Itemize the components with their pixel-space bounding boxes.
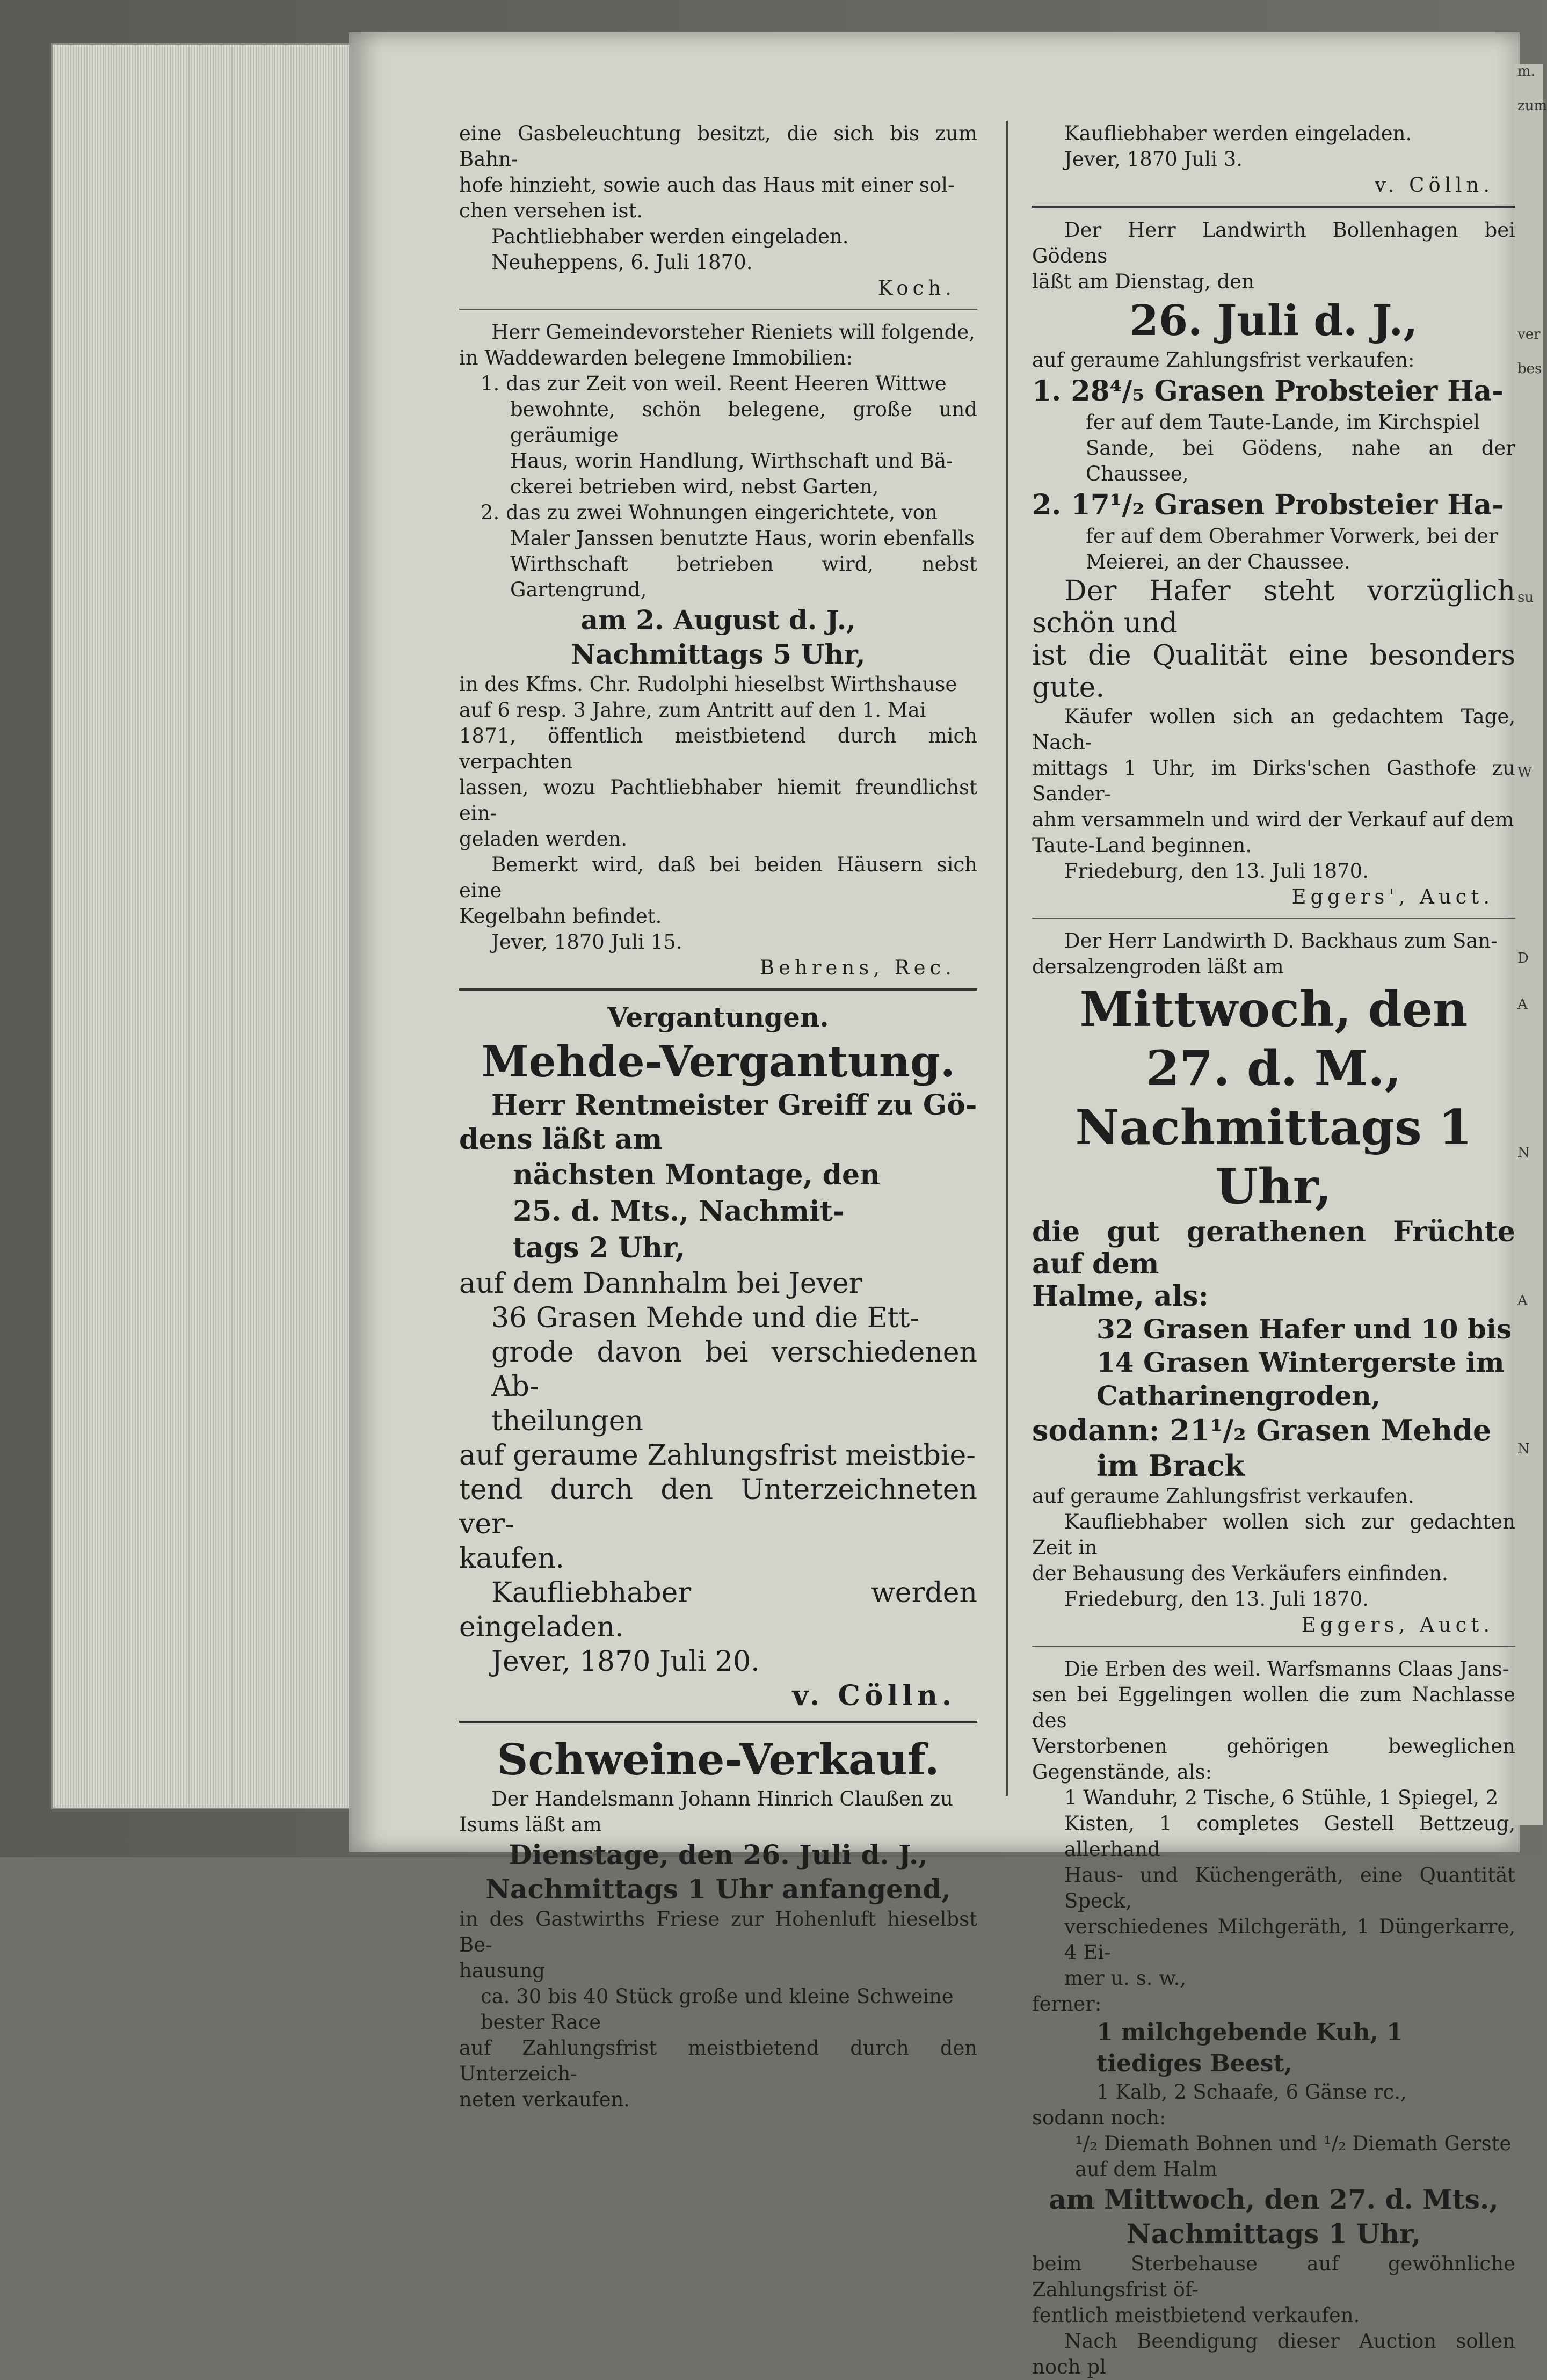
text-line: Neuheppens, 6. Juli 1870. bbox=[491, 251, 753, 274]
auction-date: am 2. August d. J., bbox=[580, 604, 856, 636]
text-line: chen versehen ist. bbox=[459, 199, 643, 222]
text-line: Friedeburg, den 13. Juli 1870. bbox=[1064, 1588, 1369, 1611]
text-line: in des Gastwirths Friese zur Hohenluft hieselbst Be- bbox=[459, 1908, 977, 1956]
text-line: sodann: 21¹/₂ Grasen Mehde bbox=[1032, 1413, 1492, 1447]
strip-fragment: A bbox=[1517, 996, 1528, 1013]
text-line: theilungen bbox=[491, 1405, 643, 1437]
text-line: nächsten Montage, den bbox=[513, 1159, 880, 1191]
lot-heading: 1. 28⁴/₅ Grasen Probsteier Ha- bbox=[1032, 375, 1504, 407]
column-divider bbox=[1006, 121, 1008, 1796]
text-line: Der Herr Landwirth Bollenhagen bei Gödens bbox=[1032, 219, 1515, 267]
text-line: ¹/₂ Diemath Bohnen und ¹/₂ Diemath Gerste bbox=[1075, 2132, 1512, 2155]
auction-time: Nachmittags 1 Uhr, bbox=[1075, 1099, 1472, 1215]
next-page-strip bbox=[1514, 63, 1547, 1825]
text-line: Taute-Land beginnen. bbox=[1032, 834, 1252, 857]
text-line: kaufen. bbox=[459, 1542, 565, 1575]
signature: Eggers', Auct. bbox=[1291, 885, 1494, 908]
text-line: 25. d. Mts., Nachmit- bbox=[513, 1195, 845, 1228]
auction-time: Nachmittags 1 Uhr, bbox=[1126, 2218, 1421, 2250]
strip-fragment: m. bbox=[1517, 63, 1535, 79]
text-line: Der Handelsmann Johann Hinrich Claußen zu bbox=[491, 1787, 953, 1810]
ad-text bbox=[459, 672, 977, 955]
ad-title: Schweine-Verkauf. bbox=[497, 1734, 940, 1785]
text-line: geladen werden. bbox=[459, 827, 628, 850]
ad-text bbox=[459, 1267, 977, 1679]
ad-text bbox=[1032, 2079, 1515, 2105]
ad-text bbox=[1032, 2105, 1515, 2182]
text-line: Herr Rentmeister Greiff zu Gö- bbox=[491, 1089, 977, 1122]
text-line: grode davon bei verschiedenen Ab- bbox=[491, 1336, 977, 1403]
list-item: bewohnte, schön belegene, große und geräumige bbox=[510, 398, 977, 447]
ad-text bbox=[1032, 928, 1515, 980]
text-line: ca. 30 bis 40 Stück große und kleine Schweine bbox=[481, 1985, 954, 2008]
text-line: auf Zahlungsfrist meistbietend durch den Unterzeich- bbox=[459, 2036, 977, 2085]
text-line: Der Hafer steht vorzüglich schön und bbox=[1032, 575, 1515, 639]
ad-text bbox=[1032, 2251, 1515, 2380]
text-line: die gut gerathenen Früchte auf dem bbox=[1032, 1216, 1515, 1280]
item-list bbox=[459, 371, 977, 603]
list-item: ckerei betrieben wird, nebst Garten, bbox=[510, 475, 879, 498]
ad-text bbox=[459, 1088, 977, 1157]
divider bbox=[459, 1721, 977, 1723]
text-line: dens läßt am bbox=[459, 1123, 663, 1156]
text-line: Jever, 1870 Juli 3. bbox=[1064, 148, 1243, 171]
strip-fragment: D bbox=[1517, 950, 1529, 966]
text-line: 1 Wanduhr, 2 Tische, 6 Stühle, 1 Spiegel, 2 bbox=[1064, 1786, 1499, 1809]
ad-text bbox=[1032, 575, 1515, 704]
text-line: Halme, als: bbox=[1032, 1280, 1209, 1313]
text-line: Sande, bei Gödens, nahe an der Chaussee, bbox=[1086, 436, 1515, 485]
text-line: fentlich meistbietend verkaufen. bbox=[1032, 2304, 1360, 2327]
text-line: Kisten, 1 completes Gestell Bettzeug, allerhand bbox=[1064, 1812, 1515, 1861]
text-line: mittags 1 Uhr, im Dirks'schen Gasthofe zu Sander- bbox=[1032, 756, 1515, 805]
text-line: Bemerkt wird, daß bei beiden Häusern sich eine bbox=[459, 853, 977, 902]
ad-text bbox=[1032, 1216, 1515, 1313]
text-line: 1871, öffentlich meistbietend durch mich verpachten bbox=[459, 724, 977, 773]
text-line: tend durch den Unterzeichneten ver- bbox=[459, 1474, 977, 1540]
text-line: Kaufliebhaber wollen sich zur gedachten Zeit in bbox=[1032, 1510, 1515, 1559]
divider bbox=[459, 988, 977, 991]
text-line: 32 Grasen Hafer und 10 bis bbox=[1096, 1313, 1512, 1345]
divider bbox=[459, 309, 977, 310]
text-line: fer auf dem Taute-Lande, im Kirchspiel bbox=[1086, 411, 1480, 434]
text-line: beim Sterbehause auf gewöhnliche Zahlungsfrist öf- bbox=[1032, 2252, 1515, 2301]
section-heading: Vergantungen. bbox=[607, 1001, 829, 1033]
strip-fragment: su bbox=[1517, 589, 1534, 606]
signature: v. Cölln. bbox=[792, 1679, 956, 1712]
text-line: Käufer wollen sich an gedachtem Tage, Nach- bbox=[1032, 705, 1515, 754]
text-line: auf geraume Zahlungsfrist verkaufen. bbox=[1032, 1484, 1414, 1508]
book-page-edges bbox=[51, 43, 352, 1809]
text-line: in des Kfms. Chr. Rudolphi hieselbst Wirthshause bbox=[459, 673, 957, 696]
list-item: Wirthschaft betrieben wird, nebst Gartengrund, bbox=[510, 552, 977, 601]
right-column bbox=[1032, 121, 1515, 2380]
ad-text bbox=[1032, 1483, 1515, 1612]
signature: Koch. bbox=[877, 276, 956, 300]
ad-text bbox=[1032, 121, 1515, 172]
text-line: Nach Beendigung dieser Auction sollen noch pl bbox=[1032, 2330, 1515, 2378]
divider bbox=[1032, 918, 1515, 919]
text-line: Kaufliebhaber werden eingeladen. bbox=[459, 1577, 977, 1643]
text-line: neten verkaufen. bbox=[459, 2088, 630, 2111]
text-line: Meierei, an der Chaussee. bbox=[1086, 550, 1350, 573]
strip-fragment: W bbox=[1517, 765, 1532, 781]
list-item: Maler Janssen benutzte Haus, worin ebenfalls bbox=[510, 527, 975, 550]
list-item: 1. das zur Zeit von weil. Reent Heeren Wittwe bbox=[481, 372, 947, 395]
ad-text bbox=[1032, 347, 1515, 373]
ad-title: Mehde-Vergantung. bbox=[481, 1036, 955, 1087]
text-line: Jever, 1870 Juli 20. bbox=[491, 1646, 760, 1678]
text-line: eine Gasbeleuchtung besitzt, die sich bis zum Bahn- bbox=[459, 122, 977, 171]
ad-text bbox=[1032, 410, 1515, 487]
text-line: im Brack bbox=[1096, 1449, 1245, 1483]
ad-text bbox=[1032, 217, 1515, 295]
lot-heading: 2. 17¹/₂ Grasen Probsteier Ha- bbox=[1032, 489, 1504, 521]
text-line: auf dem Halm bbox=[1075, 2158, 1218, 2181]
ad-text bbox=[1032, 704, 1515, 884]
auction-date: 26. Juli d. J., bbox=[1129, 296, 1418, 345]
text-line: in Waddewarden belegene Immobilien: bbox=[459, 346, 853, 369]
strip-fragment: N bbox=[1517, 1441, 1530, 1457]
signature: Behrens, Rec. bbox=[759, 956, 956, 979]
ad-text bbox=[1032, 523, 1515, 575]
auction-time: Nachmittags 1 Uhr anfangend, bbox=[485, 1873, 951, 1905]
text-line: fer auf dem Oberahmer Vorwerk, bei der bbox=[1086, 525, 1498, 548]
text-line: Jever, 1870 Juli 15. bbox=[491, 930, 682, 954]
text-line: ferner: bbox=[1032, 1992, 1102, 2015]
ad-text bbox=[459, 319, 977, 603]
text-line: Catharinengroden, bbox=[1096, 1380, 1381, 1411]
text-line: Isums läßt am bbox=[459, 1813, 602, 1836]
text-line: ahm versammeln und wird der Verkauf auf dem bbox=[1032, 808, 1514, 831]
text-line: auf dem Dannhalm bei Jever bbox=[459, 1268, 862, 1300]
auction-date: am Mittwoch, den 27. d. Mts., bbox=[1049, 2184, 1499, 2215]
divider bbox=[1032, 206, 1515, 208]
signature: Eggers, Auct. bbox=[1301, 1613, 1494, 1636]
text-line: dersalzengroden läßt am bbox=[1032, 955, 1284, 978]
text-line: ist die Qualität eine besonders gute. bbox=[1032, 639, 1515, 704]
auction-date: Mittwoch, den 27. d. M., bbox=[1079, 981, 1468, 1097]
text-line: Herr Gemeindevorsteher Rieniets will folgende, bbox=[491, 321, 976, 344]
lot-list bbox=[1032, 1413, 1515, 1483]
list-item: 2. das zu zwei Wohnungen eingerichtete, von bbox=[481, 501, 938, 524]
text-line: Kaufliebhaber werden eingeladen. bbox=[1064, 122, 1412, 145]
divider bbox=[1032, 1646, 1515, 1647]
ad-text bbox=[1032, 1656, 1515, 2017]
left-column bbox=[459, 121, 977, 2113]
ad-text bbox=[459, 121, 977, 275]
strip-fragment: bes bbox=[1517, 361, 1542, 377]
text-line: sen bei Eggelingen wollen die zum Nachlasse des bbox=[1032, 1683, 1515, 1732]
text-line: bester Race bbox=[481, 2011, 601, 2034]
list-item: Haus, worin Handlung, Wirthschaft und Bä- bbox=[510, 449, 953, 472]
text-line: 36 Grasen Mehde und die Ett- bbox=[491, 1302, 920, 1334]
auction-date bbox=[459, 1157, 977, 1267]
text-line: Kegelbahn befindet. bbox=[459, 905, 662, 928]
text-line: hofe hinzieht, sowie auch das Haus mit einer sol- bbox=[459, 173, 955, 196]
text-line: Friedeburg, den 13. Juli 1870. bbox=[1064, 860, 1369, 883]
text-line: Verstorbenen gehörigen beweglichen Gegenstände, als: bbox=[1032, 1735, 1515, 1784]
text-line: 14 Grasen Wintergerste im bbox=[1096, 1347, 1505, 1378]
auction-time: Nachmittags 5 Uhr, bbox=[571, 638, 866, 670]
text-line: sodann noch: bbox=[1032, 2106, 1166, 2129]
text-line: Pachtliebhaber werden eingeladen. bbox=[491, 225, 849, 248]
ad-text bbox=[459, 1906, 977, 2113]
text-line: auf 6 resp. 3 Jahre, zum Antritt auf den 1. Mai bbox=[459, 698, 926, 722]
text-line: 1 Kalb, 2 Schaafe, 6 Gänse rc., bbox=[1096, 2080, 1407, 2104]
text-line: mer u. s. w., bbox=[1064, 1967, 1187, 1990]
strip-fragment: N bbox=[1517, 1145, 1530, 1161]
text-line: auf geraume Zahlungsfrist meistbie- bbox=[459, 1439, 976, 1472]
text-line: Die Erben des weil. Warfsmanns Claas Jans- bbox=[1064, 1657, 1509, 1680]
strip-fragment: zum bbox=[1517, 98, 1547, 114]
text-line: verschiedenes Milchgeräth, 1 Düngerkarre, 4 Ei- bbox=[1064, 1915, 1515, 1964]
strip-fragment: ver bbox=[1517, 326, 1541, 343]
text-line: Der Herr Landwirth D. Backhaus zum San- bbox=[1064, 929, 1498, 952]
text-line: tags 2 Uhr, bbox=[513, 1232, 685, 1264]
text-line: auf geraume Zahlungsfrist verkaufen: bbox=[1032, 348, 1415, 372]
text-line: der Behausung des Verkäufers einfinden. bbox=[1032, 1562, 1448, 1585]
lot-heading: 1 milchgebende Kuh, 1 tiediges Beest, bbox=[1096, 2019, 1403, 2077]
text-line: lassen, wozu Pachtliebhaber hiemit freundlichst ein- bbox=[459, 776, 977, 825]
text-line: hausung bbox=[459, 1959, 546, 1982]
strip-fragment: A bbox=[1517, 1293, 1528, 1309]
ad-text bbox=[459, 1786, 977, 1838]
lot-list bbox=[1032, 1313, 1515, 1413]
auction-date: Dienstage, den 26. Juli d. J., bbox=[509, 1839, 928, 1870]
text-line: Haus- und Küchengeräth, eine Quantität Speck, bbox=[1064, 1864, 1515, 1912]
text-line: läßt am Dienstag, den bbox=[1032, 270, 1254, 293]
signature: v. Cölln. bbox=[1375, 173, 1494, 196]
